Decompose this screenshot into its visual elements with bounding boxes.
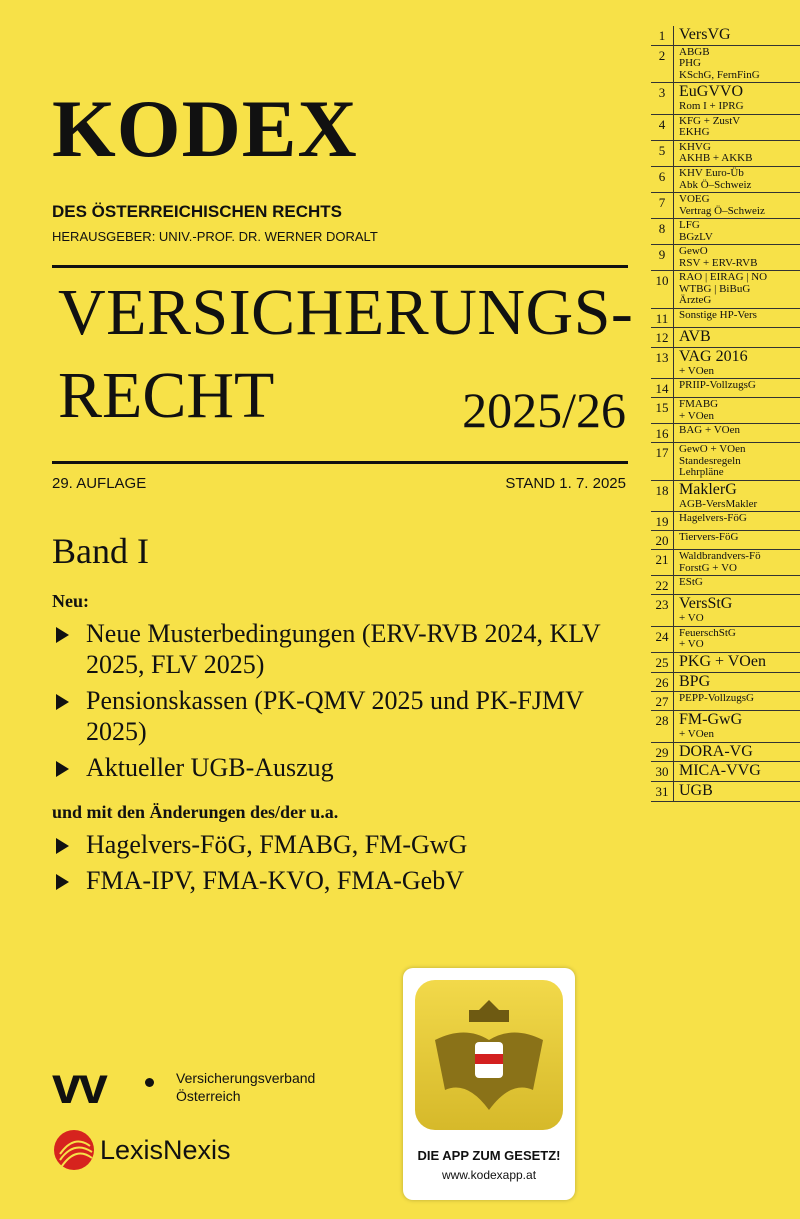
lexisnexis-logo-icon	[52, 1128, 96, 1172]
eagle-app-icon	[415, 980, 563, 1130]
triangle-bullet-icon	[56, 761, 69, 777]
index-row	[651, 743, 800, 763]
index-label	[674, 115, 740, 140]
index-label-line: Sonstige HP-Vers	[679, 308, 757, 321]
index-label-line: VOEG	[679, 193, 710, 206]
index-label	[674, 424, 740, 442]
index-label-line: RAO | EIRAG | NO	[679, 271, 768, 284]
index-number: 4	[651, 115, 674, 140]
index-number: 20	[651, 531, 674, 549]
index-row	[651, 782, 800, 802]
index-number: 19	[651, 512, 674, 530]
index-label-line: MaklerG	[679, 480, 737, 498]
index-label-line: Standesregeln	[679, 454, 741, 467]
index-number: 21	[651, 550, 674, 575]
triangle-bullet-icon	[56, 838, 69, 854]
index-row	[651, 328, 800, 348]
index-label	[674, 398, 718, 423]
index-number: 29	[651, 743, 674, 762]
index-label	[674, 481, 757, 511]
index-label-line: EStG	[679, 576, 703, 589]
index-row	[651, 595, 800, 626]
index-label-line: EuGVVO	[679, 83, 743, 101]
index-number: 24	[651, 627, 674, 652]
index-label-line: WTBG | BiBuG	[679, 282, 751, 295]
index-label-line: VAG 2016	[679, 347, 748, 365]
index-label-line: PEPP-VollzugsG	[679, 692, 754, 705]
index-row	[651, 424, 800, 443]
index-row	[651, 141, 800, 167]
index-label-line: + VO	[679, 638, 704, 651]
new-heading: Neu:	[52, 591, 89, 611]
index-number: 12	[651, 328, 674, 347]
index-label-line: KHV Euro-Üb	[679, 166, 744, 179]
index-label	[674, 167, 751, 192]
index-label-line: RSV + ERV-RVB	[679, 256, 758, 269]
list-item: Pensionskassen (PK-QMV 2025 und PK-FJMV 2025)	[52, 685, 612, 747]
index-label-line: + VOen	[679, 364, 715, 377]
index-label-line: Lehrpläne	[679, 466, 724, 479]
index-label	[674, 653, 766, 672]
index-label-line: AGB-VersMakler	[679, 497, 758, 510]
divider-bottom	[52, 461, 628, 464]
index-label-line: BAG + VOen	[679, 424, 740, 437]
index-label	[674, 743, 753, 762]
index-number: 25	[651, 653, 674, 672]
index-row	[651, 576, 800, 595]
index-row	[651, 193, 800, 219]
editor-line: HERAUSGEBER: UNIV.-PROF. DR. WERNER DORALT	[52, 229, 378, 244]
index-number: 7	[651, 193, 674, 218]
index-row	[651, 379, 800, 398]
index-number: 5	[651, 141, 674, 166]
app-url[interactable]: www.kodexapp.at	[441, 1168, 537, 1182]
contents-index	[651, 26, 800, 802]
index-number: 18	[651, 481, 674, 511]
index-number: 1	[651, 26, 674, 45]
index-label	[674, 576, 703, 594]
index-row	[651, 219, 800, 245]
index-label	[674, 379, 756, 397]
index-number: 9	[651, 245, 674, 270]
index-label-line: KSchG, FernFinG	[679, 68, 760, 81]
index-label-line: VersVG	[679, 26, 731, 43]
index-label-line: Hagelvers-FöG	[679, 512, 747, 525]
index-label	[674, 782, 713, 801]
index-label-line: BGzLV	[679, 230, 713, 243]
vvo-logo: vv	[52, 1057, 106, 1115]
index-row	[651, 167, 800, 193]
vvo-logo-dot	[145, 1078, 154, 1087]
index-label	[674, 83, 744, 113]
index-label	[674, 673, 710, 692]
index-row	[651, 711, 800, 742]
index-row	[651, 481, 800, 512]
book-title-line2: RECHT	[58, 359, 275, 432]
index-label-line: ÄrzteG	[679, 294, 712, 307]
index-label	[674, 219, 713, 244]
index-number: 6	[651, 167, 674, 192]
index-label	[674, 595, 732, 625]
index-number: 22	[651, 576, 674, 594]
index-label-line: UGB	[679, 782, 713, 800]
index-row	[651, 83, 800, 114]
index-row	[651, 115, 800, 141]
series-subtitle: DES ÖSTERREICHISCHEN RECHTS	[52, 202, 342, 221]
app-tagline: DIE APP ZUM GESETZ!	[417, 1148, 561, 1163]
index-number: 3	[651, 83, 674, 113]
index-number: 16	[651, 424, 674, 442]
index-row	[651, 46, 800, 84]
lexisnexis-wordmark: LexisNexis	[100, 1135, 231, 1165]
index-label-line: BPG	[679, 672, 711, 690]
book-year: 2025/26	[462, 382, 626, 438]
index-label	[674, 531, 739, 549]
index-number: 14	[651, 379, 674, 397]
index-label-line: PRIIP-VollzugsG	[679, 379, 756, 392]
index-label-line: + VOen	[679, 409, 715, 422]
index-number: 8	[651, 219, 674, 244]
index-row	[651, 309, 800, 328]
index-label-line: AKHB + AKKB	[679, 152, 753, 165]
index-label-line: PHG	[679, 57, 702, 70]
index-label-line: GewO	[679, 245, 708, 258]
index-number: 31	[651, 782, 674, 801]
index-label-line: Waldbrandvers-Fö	[679, 550, 761, 563]
index-label-line: Abk Ö–Schweiz	[679, 178, 752, 191]
index-label	[674, 245, 757, 270]
index-label-line: AVB	[679, 327, 711, 345]
index-label-line: FMABG	[679, 398, 719, 411]
index-label-line: + VOen	[679, 728, 715, 741]
index-label-line: PKG + VOen	[679, 652, 766, 670]
index-number: 13	[651, 348, 674, 378]
edition-number: 29. AUFLAGE	[52, 475, 147, 492]
index-label-line: MICA-VVG	[679, 762, 761, 780]
index-label-line: Vertrag Ö–Schweiz	[679, 204, 765, 217]
index-label-line: DORA-VG	[679, 742, 753, 760]
index-number: 30	[651, 762, 674, 781]
index-row	[651, 398, 800, 424]
index-label-line: ForstG + VO	[679, 561, 737, 574]
index-label	[674, 550, 761, 575]
index-number: 26	[651, 673, 674, 692]
index-row	[651, 348, 800, 379]
volume-label: Band I	[52, 531, 149, 571]
index-label	[674, 627, 736, 652]
index-number: 10	[651, 271, 674, 308]
vvo-name: Versicherungsverband Österreich	[176, 1070, 316, 1104]
list-item: Aktueller UGB-Auszug	[52, 752, 612, 783]
new-list	[52, 618, 612, 788]
index-label-line: FeuerschStG	[679, 626, 736, 639]
index-label	[674, 328, 711, 347]
index-number: 15	[651, 398, 674, 423]
index-label-line: VersStG	[679, 595, 733, 613]
edition-date: STAND 1. 7. 2025	[505, 475, 626, 492]
index-label-line: GewO + VOen	[679, 443, 746, 456]
index-row	[651, 653, 800, 673]
book-title-line1: VERSICHERUNGS-	[58, 276, 634, 349]
index-row	[651, 673, 800, 693]
index-label-line: Tiervers-FöG	[679, 531, 739, 544]
index-label	[674, 711, 742, 741]
index-row	[651, 443, 800, 481]
index-label	[674, 348, 748, 378]
triangle-bullet-icon	[56, 627, 69, 643]
index-label	[674, 193, 765, 218]
index-row	[651, 26, 800, 46]
triangle-bullet-icon	[56, 694, 69, 710]
divider-top	[52, 265, 628, 268]
index-label-line: KFG + ZustV	[679, 114, 741, 127]
index-label	[674, 309, 757, 327]
index-label	[674, 762, 761, 781]
index-row	[651, 762, 800, 782]
index-number: 27	[651, 692, 674, 710]
index-label-line: Rom I + IPRG	[679, 100, 744, 113]
app-promo	[403, 968, 575, 1200]
brand-title: KODEX	[52, 83, 358, 174]
list-item: FMA-IPV, FMA-KVO, FMA-GebV	[52, 865, 612, 896]
index-number: 2	[651, 46, 674, 83]
index-label-line: KHVG	[679, 140, 711, 153]
index-label-line: + VO	[679, 612, 704, 625]
index-number: 23	[651, 595, 674, 625]
index-row	[651, 531, 800, 550]
index-label	[674, 443, 746, 480]
index-label	[674, 26, 731, 45]
index-number: 28	[651, 711, 674, 741]
triangle-bullet-icon	[56, 874, 69, 890]
index-label	[674, 271, 767, 308]
list-item: Neue Musterbedingungen (ERV-RVB 2024, KLV 2025, FLV 2025)	[52, 618, 612, 680]
index-number: 11	[651, 309, 674, 327]
index-label	[674, 141, 752, 166]
index-label-line: LFG	[679, 219, 700, 232]
index-row	[651, 692, 800, 711]
index-label	[674, 46, 760, 83]
index-label	[674, 692, 754, 710]
index-label-line: FM-GwG	[679, 711, 743, 729]
changes-list	[52, 829, 612, 901]
index-row	[651, 271, 800, 309]
list-item: Hagelvers-FöG, FMABG, FM-GwG	[52, 829, 612, 860]
index-label	[674, 512, 747, 530]
index-number: 17	[651, 443, 674, 480]
index-row	[651, 245, 800, 271]
index-row	[651, 512, 800, 531]
changes-heading: und mit den Änderungen des/der u.a.	[52, 802, 339, 822]
index-label-line: ABGB	[679, 45, 710, 58]
index-row	[651, 627, 800, 653]
index-label-line: EKHG	[679, 126, 710, 139]
index-row	[651, 550, 800, 576]
